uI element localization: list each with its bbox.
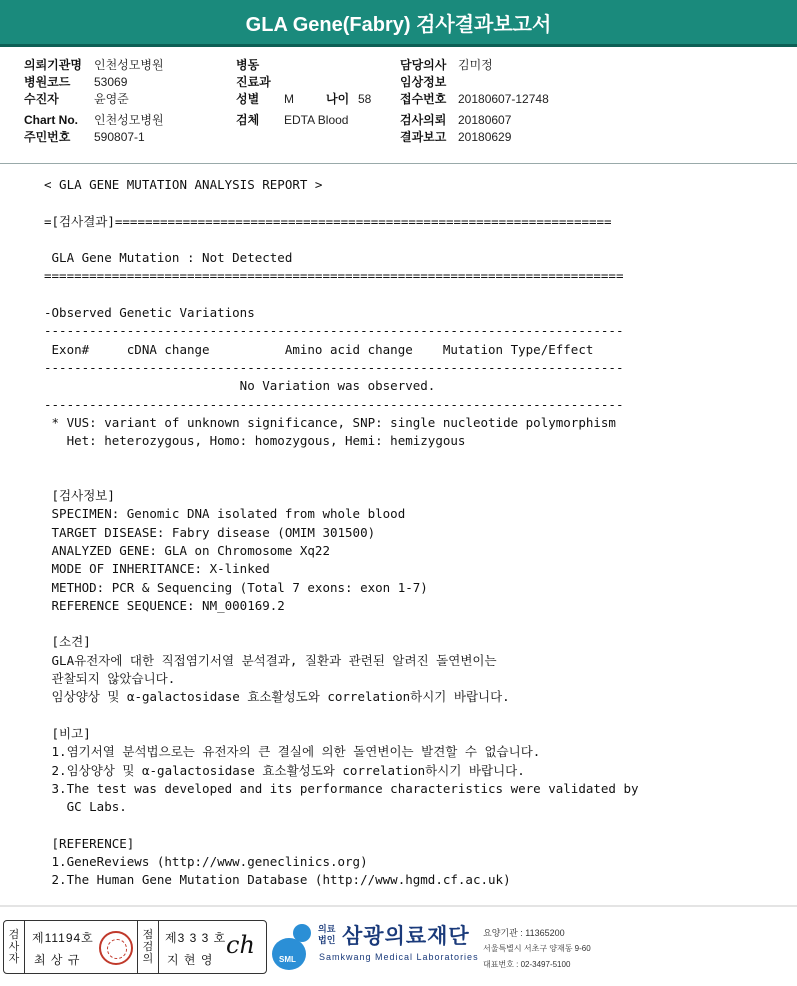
report-line: TARGET DISEASE: Fabry disease (OMIM 301500) — [44, 524, 376, 540]
org-english-name: Samkwang Medical Laboratories — [319, 952, 479, 962]
report-line: -Observed Genetic Variations — [44, 305, 255, 321]
report-line: ============================================================================= — [44, 268, 624, 284]
inspector-license-no: 제11194호 — [32, 931, 94, 945]
report-line: 2.임상양상 및 α-galactosidase 효소활성도와 correlation하시기 바랍니다. — [44, 762, 525, 778]
org-phone: 대표번호 : 02-3497-5100 — [483, 960, 571, 969]
info-label: 임상정보 — [400, 75, 447, 89]
report-line: ----------------------------------------------------------------------------- — [44, 323, 624, 339]
age-value: 58 — [358, 92, 372, 106]
info-value: 윤영준 — [94, 92, 129, 106]
org-contact — [483, 925, 591, 973]
sml-logo-text: SML — [279, 955, 296, 964]
report-line: ANALYZED GENE: GLA on Chromosome Xq22 — [44, 542, 330, 558]
info-label: 수진자 — [24, 92, 59, 106]
info-label: 의뢰기관명 — [24, 58, 82, 72]
report-line: ----------------------------------------------------------------------------- — [44, 396, 624, 412]
info-label: 검체 — [236, 113, 260, 127]
info-value: 20180607-12748 — [458, 92, 549, 106]
report-line: Exon# cDNA change Amino acid change Mutation Type/Effect — [44, 341, 594, 357]
info-value: 인천성모병원 — [94, 113, 164, 127]
report-line: [비고] — [44, 725, 91, 741]
info-value: EDTA Blood — [284, 113, 349, 127]
report-line — [44, 231, 784, 249]
info-label: 병동 — [236, 58, 260, 72]
info-label: 진료과 — [236, 75, 271, 89]
age-label: 나이 — [326, 92, 350, 106]
report-line — [44, 707, 784, 725]
info-divider — [0, 163, 797, 164]
report-line: GLA Gene Mutation : Not Detected — [44, 250, 293, 266]
info-label: 성별 — [236, 92, 260, 106]
info-label: 결과보고 — [400, 130, 447, 144]
reviewer-name: 지 현 영 — [167, 953, 214, 967]
report-line: 1.염기서열 분석법으로는 유전자의 큰 결실에 의한 돌연변이는 발견할 수 없습니다. — [44, 744, 541, 760]
info-value: 20180607 — [458, 113, 512, 127]
info-label: 병원코드 — [24, 75, 71, 89]
report-line: REFERENCE SEQUENCE: NM_000169.2 — [44, 597, 285, 613]
report-line: 1.GeneReviews (http://www.geneclinics.org) — [44, 853, 368, 869]
report-line — [44, 286, 784, 304]
sml-logo-icon — [271, 922, 317, 972]
signature: ch — [226, 931, 255, 959]
org-prefix: 의료 법인 — [318, 924, 336, 945]
org-code: 요양기관 : 11365200 — [483, 928, 565, 938]
inspector-name: 최 상 규 — [34, 953, 81, 967]
signature-box — [3, 920, 267, 974]
info-label: 접수번호 — [400, 92, 447, 106]
info-label: 담당의사 — [400, 58, 447, 72]
report-line: 2.The Human Gene Mutation Database (http://www.hgmd.cf.ac.uk) — [44, 872, 511, 888]
report-line: =[검사결과]================================================================== — [44, 213, 612, 229]
org-name: 삼광의료재단 — [342, 925, 470, 948]
report-body — [44, 176, 784, 890]
reviewer-label: 점 검 의 — [137, 921, 159, 973]
info-value: 590807-1 — [94, 130, 145, 144]
report-line: 3.The test was developed and its performance characteristics were validated by — [44, 780, 639, 796]
info-col-1 — [24, 57, 164, 146]
report-line — [44, 194, 784, 212]
report-line: [REFERENCE] — [44, 835, 135, 851]
info-col-3 — [400, 57, 549, 146]
report-line — [44, 469, 784, 487]
report-line: ----------------------------------------------------------------------------- — [44, 359, 624, 375]
report-line — [44, 450, 784, 468]
info-label: 주민번호 — [24, 130, 71, 144]
report-line: SPECIMEN: Genomic DNA isolated from whole blood — [44, 506, 406, 522]
report-line: MODE OF INHERITANCE: X-linked — [44, 561, 270, 577]
report-line: [소견] — [44, 634, 91, 650]
report-line — [44, 615, 784, 633]
seal-stamp — [99, 931, 133, 965]
info-col-2 — [236, 57, 371, 129]
inspector-label: 검 사 자 — [4, 921, 25, 973]
report-line: [검사정보] — [44, 488, 115, 504]
report-line — [44, 816, 784, 834]
footer-divider — [0, 905, 797, 907]
report-line: GLA유전자에 대한 직접염기서열 분석결과, 질환과 관련된 알려진 돌연변이는 — [44, 652, 497, 668]
report-title: GLA Gene(Fabry) 검사결과보고서 — [0, 0, 797, 47]
info-value: 53069 — [94, 75, 128, 89]
org-address: 서울특별시 서초구 양재동 9-60 — [483, 944, 591, 953]
info-label: 검사의뢰 — [400, 113, 447, 127]
report-line: 관찰되지 않았습니다. — [44, 671, 176, 687]
report-line: 임상양상 및 α-galactosidase 효소활성도와 correlation하시기 바랍니다. — [44, 689, 510, 705]
report-line: < GLA GENE MUTATION ANALYSIS REPORT > — [44, 177, 323, 192]
info-value: M — [284, 92, 294, 106]
report-line: METHOD: PCR & Sequencing (Total 7 exons: exon 1-7) — [44, 579, 428, 595]
info-value: 20180629 — [458, 130, 512, 144]
report-line: * VUS: variant of unknown significance, SNP: single nucleotide polymorphism — [44, 414, 616, 430]
reviewer-license-no: 제3 3 3 호 — [165, 931, 227, 945]
report-line: No Variation was observed. — [44, 378, 436, 394]
info-value: 김미정 — [458, 58, 493, 72]
info-value: 인천성모병원 — [94, 58, 164, 72]
report-line: GC Labs. — [44, 799, 127, 815]
info-label: Chart No. — [24, 113, 78, 127]
report-line: Het: heterozygous, Homo: homozygous, Hemi: hemizygous — [44, 433, 466, 449]
